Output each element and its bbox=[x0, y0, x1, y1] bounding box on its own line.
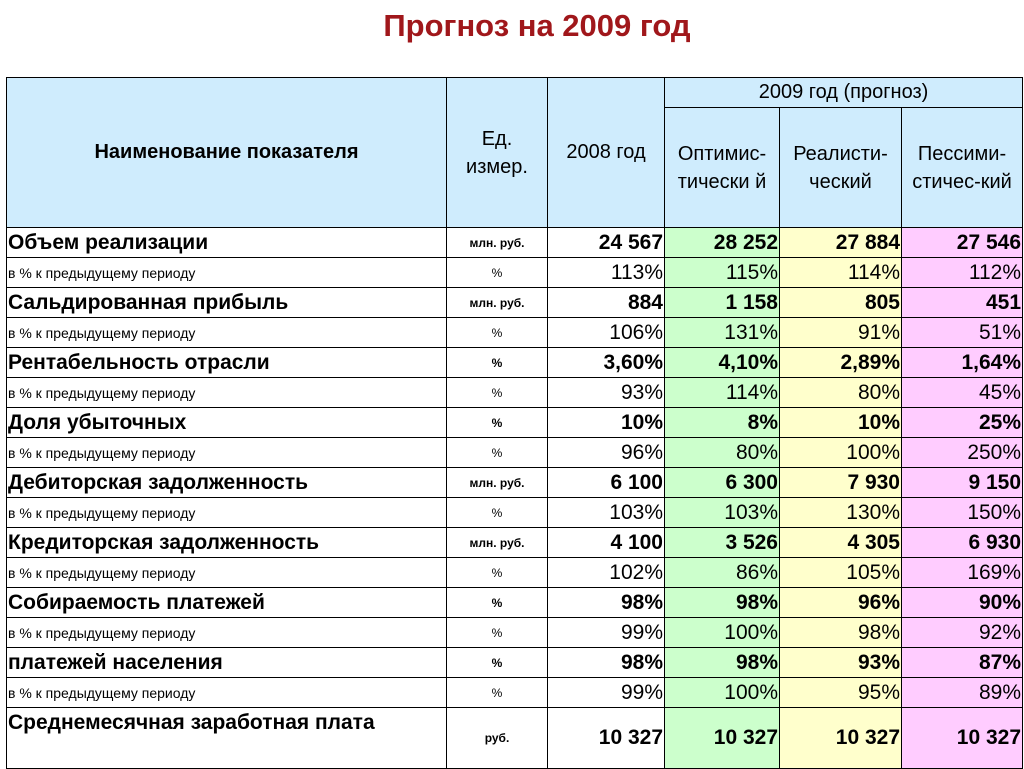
row-unit: % bbox=[447, 318, 548, 348]
table-row bbox=[7, 438, 1023, 468]
table-row bbox=[7, 498, 1023, 528]
cell-pessimistic: 250% bbox=[902, 438, 1023, 468]
table-row bbox=[7, 588, 1023, 618]
header-2008: 2008 год bbox=[548, 78, 665, 228]
cell-optimistic: 86% bbox=[665, 558, 780, 588]
row-unit: % bbox=[447, 498, 548, 528]
row-name: в % к предыдущему периоду bbox=[7, 318, 447, 348]
cell-realistic: 10% bbox=[780, 408, 902, 438]
cell-2008: 98% bbox=[548, 588, 665, 618]
table-row bbox=[7, 408, 1023, 438]
cell-optimistic: 6 300 bbox=[665, 468, 780, 498]
row-unit: % bbox=[447, 438, 548, 468]
row-unit: млн. руб. bbox=[447, 228, 548, 258]
cell-pessimistic: 51% bbox=[902, 318, 1023, 348]
cell-2008: 6 100 bbox=[548, 468, 665, 498]
row-unit: % bbox=[447, 258, 548, 288]
cell-optimistic: 100% bbox=[665, 618, 780, 648]
cell-realistic: 2,89% bbox=[780, 348, 902, 378]
cell-pessimistic: 27 546 bbox=[902, 228, 1023, 258]
table-row bbox=[7, 288, 1023, 318]
cell-pessimistic: 89% bbox=[902, 678, 1023, 708]
cell-realistic: 27 884 bbox=[780, 228, 902, 258]
cell-optimistic: 3 526 bbox=[665, 528, 780, 558]
row-unit: % bbox=[447, 618, 548, 648]
cell-2008: 99% bbox=[548, 618, 665, 648]
cell-optimistic: 28 252 bbox=[665, 228, 780, 258]
cell-pessimistic: 169% bbox=[902, 558, 1023, 588]
cell-pessimistic: 92% bbox=[902, 618, 1023, 648]
table-row bbox=[7, 708, 1023, 769]
row-unit: % bbox=[447, 558, 548, 588]
row-name: в % к предыдущему периоду bbox=[7, 378, 447, 408]
cell-realistic: 91% bbox=[780, 318, 902, 348]
row-name: Сальдированная прибыль bbox=[7, 288, 447, 318]
cell-realistic: 4 305 bbox=[780, 528, 902, 558]
cell-2008: 10% bbox=[548, 408, 665, 438]
cell-pessimistic: 451 bbox=[902, 288, 1023, 318]
header-realistic: Реалисти-ческий bbox=[780, 108, 902, 228]
header-name: Наименование показателя bbox=[7, 78, 447, 228]
table-row bbox=[7, 318, 1023, 348]
cell-optimistic: 8% bbox=[665, 408, 780, 438]
cell-pessimistic: 6 930 bbox=[902, 528, 1023, 558]
cell-realistic: 100% bbox=[780, 438, 902, 468]
row-name: в % к предыдущему периоду bbox=[7, 438, 447, 468]
cell-2008: 99% bbox=[548, 678, 665, 708]
cell-optimistic: 114% bbox=[665, 378, 780, 408]
cell-pessimistic: 10 327 bbox=[902, 708, 1023, 769]
cell-2008: 98% bbox=[548, 648, 665, 678]
row-name: Среднемесячная заработная плата bbox=[7, 708, 447, 769]
table-row bbox=[7, 468, 1023, 498]
cell-2008: 106% bbox=[548, 318, 665, 348]
cell-realistic: 80% bbox=[780, 378, 902, 408]
row-name: в % к предыдущему периоду bbox=[7, 618, 447, 648]
cell-2008: 102% bbox=[548, 558, 665, 588]
cell-optimistic: 103% bbox=[665, 498, 780, 528]
header-optimistic: Оптимис-тически й bbox=[665, 108, 780, 228]
cell-realistic: 114% bbox=[780, 258, 902, 288]
row-name: платежей населения bbox=[7, 648, 447, 678]
cell-realistic: 130% bbox=[780, 498, 902, 528]
cell-pessimistic: 25% bbox=[902, 408, 1023, 438]
row-name: в % к предыдущему периоду bbox=[7, 678, 447, 708]
row-unit: % bbox=[447, 348, 548, 378]
table-row bbox=[7, 618, 1023, 648]
cell-realistic: 805 bbox=[780, 288, 902, 318]
cell-optimistic: 131% bbox=[665, 318, 780, 348]
cell-realistic: 95% bbox=[780, 678, 902, 708]
cell-optimistic: 80% bbox=[665, 438, 780, 468]
cell-optimistic: 10 327 bbox=[665, 708, 780, 769]
cell-2008: 96% bbox=[548, 438, 665, 468]
cell-2008: 4 100 bbox=[548, 528, 665, 558]
row-unit: % bbox=[447, 678, 548, 708]
table-row bbox=[7, 558, 1023, 588]
row-unit: млн. руб. bbox=[447, 288, 548, 318]
cell-pessimistic: 87% bbox=[902, 648, 1023, 678]
cell-2008: 24 567 bbox=[548, 228, 665, 258]
page-title: Прогноз на 2009 год bbox=[383, 8, 691, 43]
cell-pessimistic: 150% bbox=[902, 498, 1023, 528]
row-unit: % bbox=[447, 378, 548, 408]
header-forecast-group: 2009 год (прогноз) bbox=[665, 78, 1023, 108]
row-unit: % bbox=[447, 648, 548, 678]
row-name: Собираемость платежей bbox=[7, 588, 447, 618]
cell-realistic: 105% bbox=[780, 558, 902, 588]
row-unit: млн. руб. bbox=[447, 528, 548, 558]
row-name: Кредиторская задолженность bbox=[7, 528, 447, 558]
row-unit: % bbox=[447, 408, 548, 438]
cell-optimistic: 115% bbox=[665, 258, 780, 288]
cell-optimistic: 1 158 bbox=[665, 288, 780, 318]
cell-2008: 3,60% bbox=[548, 348, 665, 378]
cell-pessimistic: 112% bbox=[902, 258, 1023, 288]
cell-2008: 10 327 bbox=[548, 708, 665, 769]
cell-pessimistic: 1,64% bbox=[902, 348, 1023, 378]
table-row bbox=[7, 648, 1023, 678]
cell-2008: 103% bbox=[548, 498, 665, 528]
row-name: Доля убыточных bbox=[7, 408, 447, 438]
table-row bbox=[7, 228, 1023, 258]
row-unit: млн. руб. bbox=[447, 468, 548, 498]
cell-pessimistic: 9 150 bbox=[902, 468, 1023, 498]
cell-realistic: 98% bbox=[780, 618, 902, 648]
cell-realistic: 93% bbox=[780, 648, 902, 678]
cell-pessimistic: 45% bbox=[902, 378, 1023, 408]
table-row bbox=[7, 528, 1023, 558]
cell-realistic: 10 327 bbox=[780, 708, 902, 769]
cell-optimistic: 4,10% bbox=[665, 348, 780, 378]
header-unit: Ед. измер. bbox=[447, 78, 548, 228]
row-name: в % к предыдущему периоду bbox=[7, 258, 447, 288]
cell-realistic: 96% bbox=[780, 588, 902, 618]
row-name: в % к предыдущему периоду bbox=[7, 558, 447, 588]
table-row bbox=[7, 378, 1023, 408]
cell-optimistic: 100% bbox=[665, 678, 780, 708]
row-name: в % к предыдущему периоду bbox=[7, 498, 447, 528]
row-name: Объем реализации bbox=[7, 228, 447, 258]
row-name: Рентабельность отрасли bbox=[7, 348, 447, 378]
forecast-table bbox=[6, 77, 1023, 769]
cell-pessimistic: 90% bbox=[902, 588, 1023, 618]
header-pessimistic: Пессими-стичес-кий bbox=[902, 108, 1023, 228]
table-row bbox=[7, 678, 1023, 708]
row-unit: руб. bbox=[447, 708, 548, 769]
cell-optimistic: 98% bbox=[665, 648, 780, 678]
cell-2008: 113% bbox=[548, 258, 665, 288]
table-row bbox=[7, 258, 1023, 288]
row-name: Дебиторская задолженность bbox=[7, 468, 447, 498]
cell-2008: 884 bbox=[548, 288, 665, 318]
cell-realistic: 7 930 bbox=[780, 468, 902, 498]
cell-2008: 93% bbox=[548, 378, 665, 408]
table-row bbox=[7, 348, 1023, 378]
cell-optimistic: 98% bbox=[665, 588, 780, 618]
row-unit: % bbox=[447, 588, 548, 618]
